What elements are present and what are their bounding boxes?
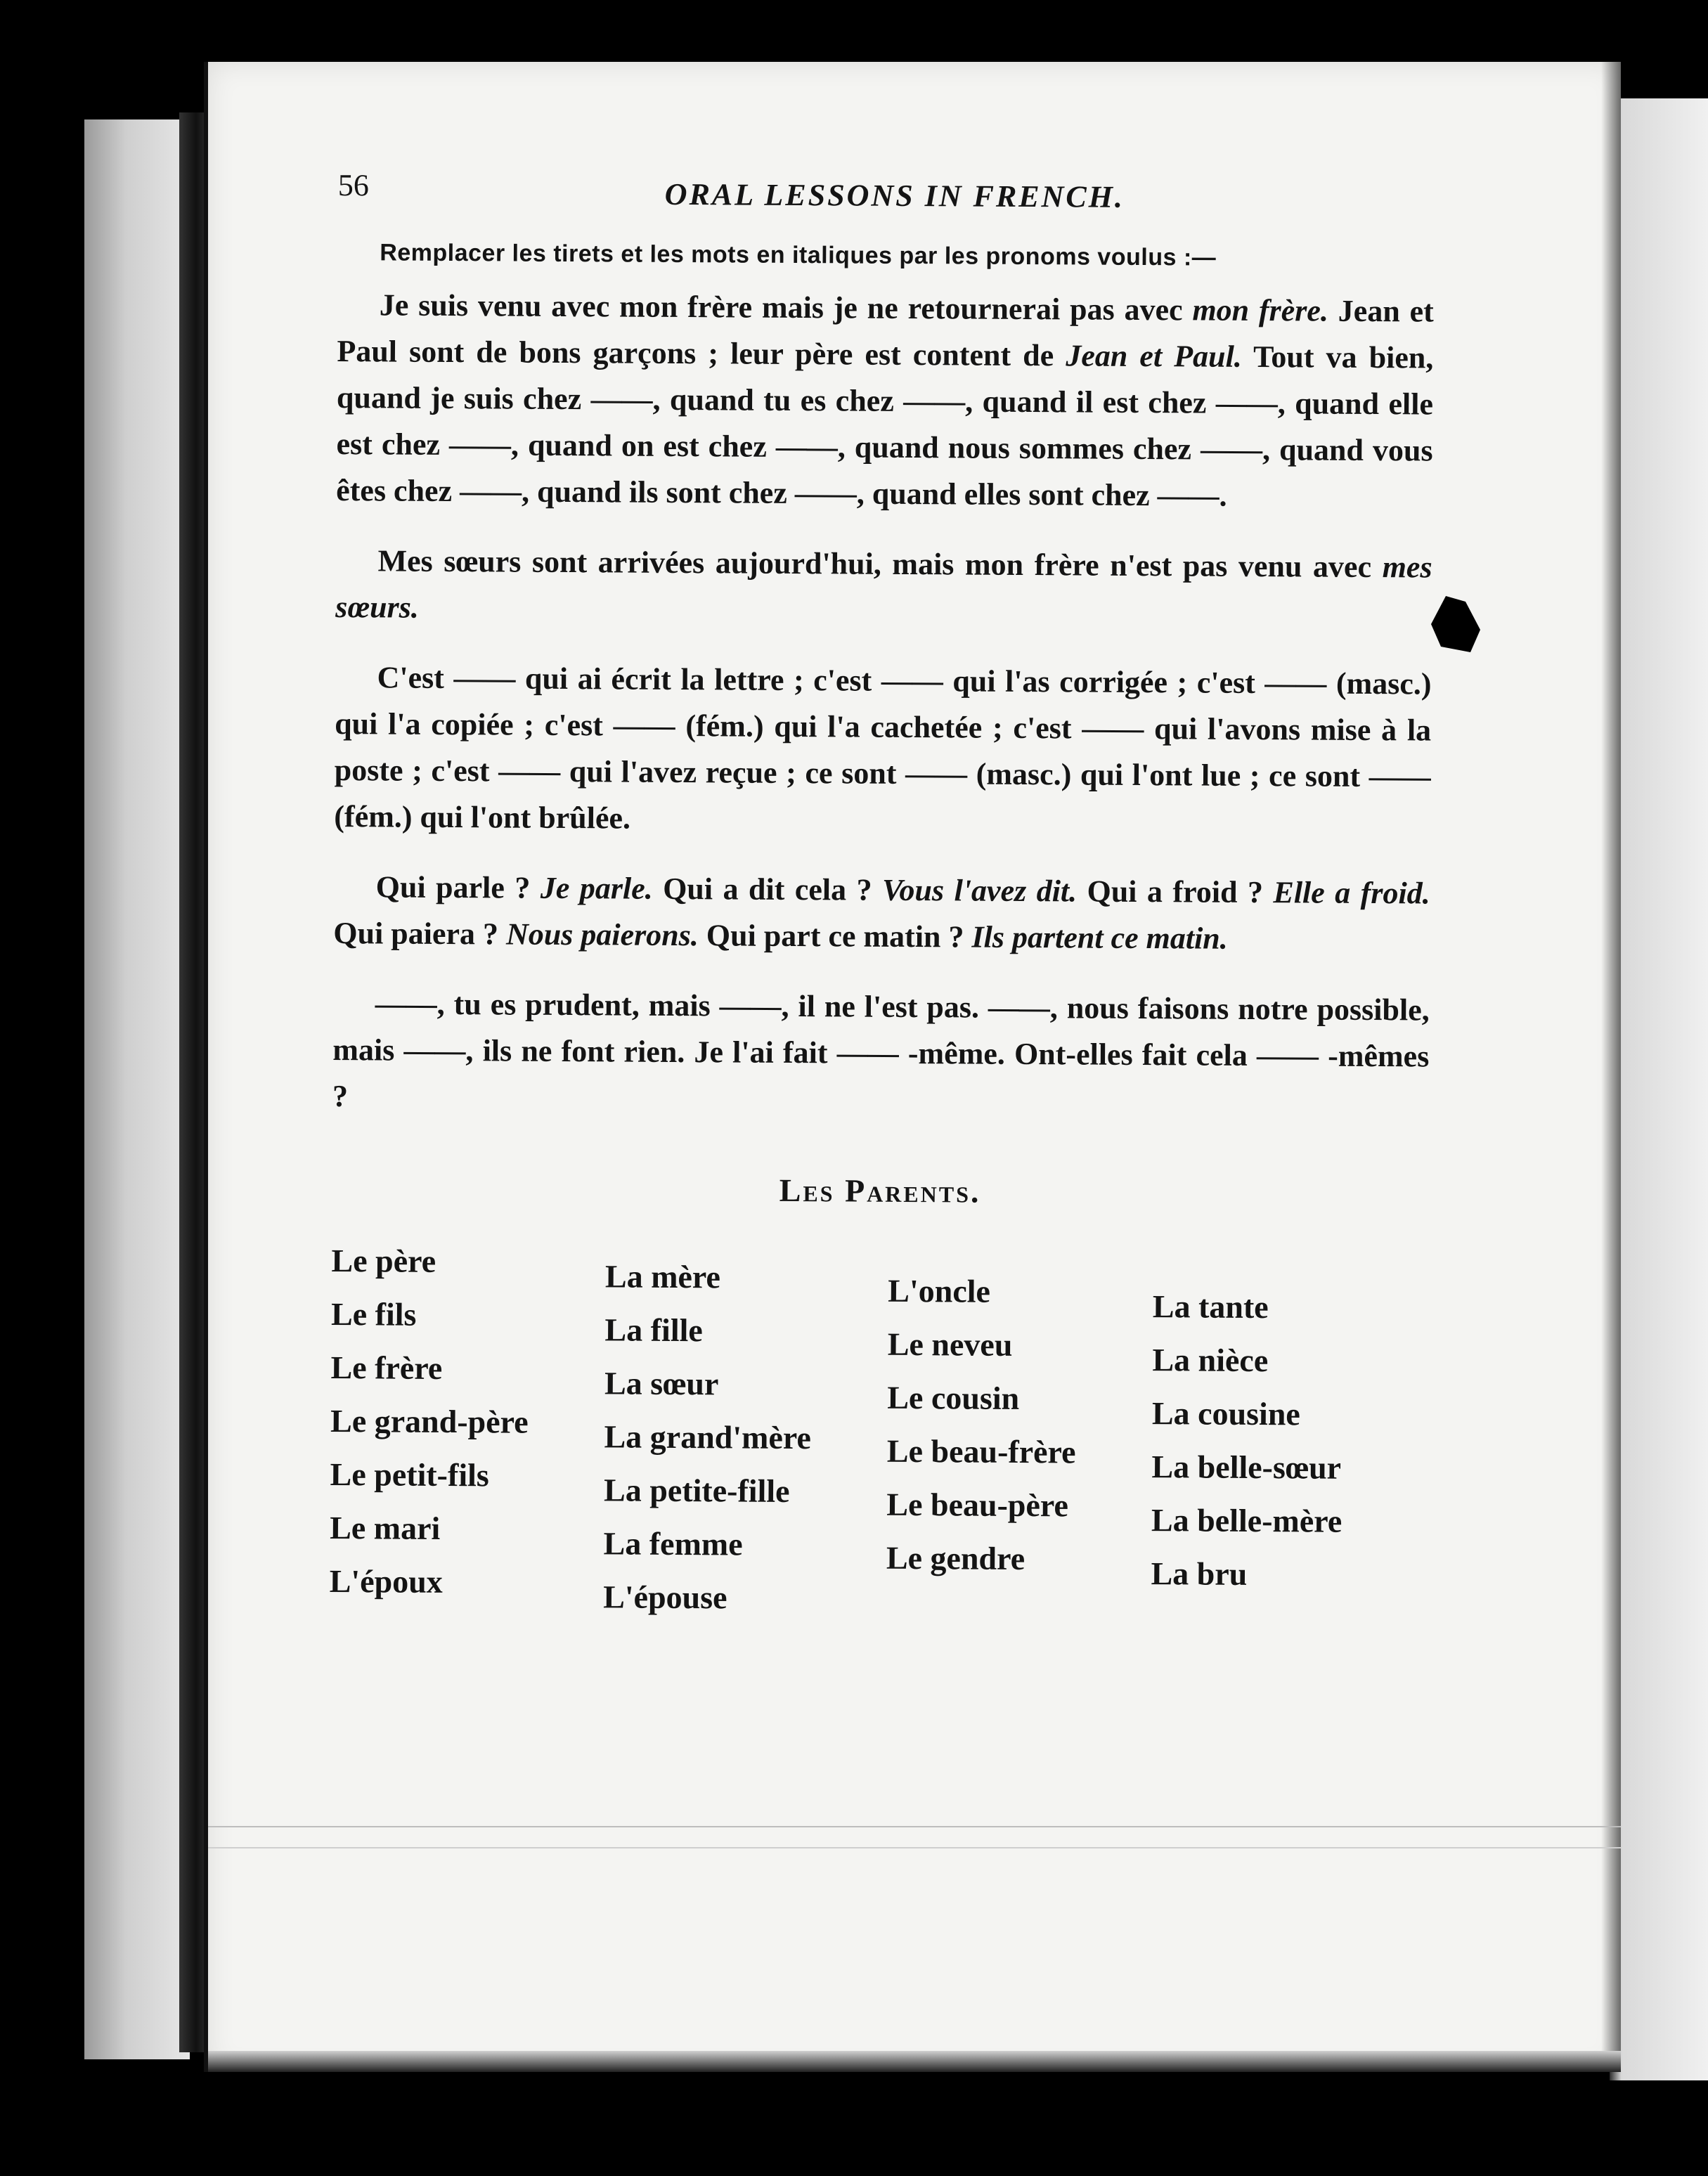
left-page-edge xyxy=(84,119,190,2059)
exercise-paragraph-5: ——, tu es prudent, mais ——, il ne l'est pas. ——, nous faisons notre possible, mais ——, ils ne font rien. Je l'ai fait —— -même. Ont-elles fait cela —— -mêmes ? xyxy=(332,986,1430,1114)
page-bottom-shadow xyxy=(208,2051,1621,2072)
vocab-column-3 xyxy=(886,1264,1077,1627)
page-number: 56 xyxy=(337,167,369,203)
vocab-item: Le frère xyxy=(330,1349,443,1386)
italic-run: Vous l'avez dit. xyxy=(881,872,1078,909)
text-run: Tout va bien, quand je suis chez ——, quand tu es chez ——, quand il est chez ——, quand elle est chez ——, quand on est chez ——, quand nous sommes chez ——, quand vous êtes chez ——, quand ils sont chez ——, quand elles sont chez ——. xyxy=(336,339,1434,513)
text-run: Qui parle ? xyxy=(375,869,541,905)
vocab-item: La bru xyxy=(1151,1555,1248,1592)
vocab-item: La belle-sœur xyxy=(1151,1449,1342,1486)
vocab-column-2 xyxy=(603,1250,813,1625)
italic-run: mon frère. xyxy=(1192,292,1329,328)
vocab-item: Le père xyxy=(331,1242,436,1279)
vocab-item: Le fils xyxy=(330,1295,417,1333)
book-spine xyxy=(179,112,207,2052)
vocab-item: Le grand-père xyxy=(330,1402,529,1440)
text-run: Qui a froid ? xyxy=(1076,874,1274,910)
text-run: Qui paiera ? xyxy=(333,915,507,952)
page-fold-line-2 xyxy=(208,1847,1621,1848)
gutter-shadow xyxy=(1601,62,1621,2072)
italic-run: Nous paierons. xyxy=(505,917,699,953)
exercise-paragraph-2 xyxy=(335,538,1432,637)
text-run: Je suis venu avec mon frère mais je ne retournerai pas avec xyxy=(379,287,1193,328)
text-run: Jean et Paul sont de bons garçons ; leur père est content de xyxy=(337,293,1434,373)
book-page xyxy=(204,62,1621,2072)
italic-run: Elle a froid. xyxy=(1273,875,1430,911)
vocab-item: La mère xyxy=(604,1258,721,1295)
vocab-item: Le cousin xyxy=(887,1379,1020,1416)
italic-run: mes sœurs. xyxy=(335,550,1432,625)
vocab-item: La nièce xyxy=(1152,1342,1269,1379)
vocab-item: Le mari xyxy=(330,1509,441,1546)
running-title: ORAL LESSONS IN FRENCH. xyxy=(664,176,1125,214)
vocab-column-4 xyxy=(1151,1280,1343,1628)
italic-run: Je parle. xyxy=(540,870,653,906)
vocab-column-1 xyxy=(329,1234,529,1624)
vocab-item: L'époux xyxy=(329,1562,443,1600)
vocab-item: Le beau-frère xyxy=(886,1432,1076,1470)
vocabulary-table xyxy=(329,1234,1343,1628)
vocab-item: Le petit-fils xyxy=(330,1456,489,1494)
vocab-item: La belle-mère xyxy=(1151,1502,1343,1539)
vocab-item: La fille xyxy=(604,1312,703,1349)
vocab-item: Le gendre xyxy=(886,1539,1026,1577)
text-run: Mes sœurs sont arrivées aujourd'hui, mais mon frère n'est pas venu avec xyxy=(377,543,1383,585)
vocab-item: Le beau-père xyxy=(886,1486,1069,1524)
vocab-item: La sœur xyxy=(604,1365,719,1402)
ink-stain xyxy=(1431,596,1480,652)
italic-run: Jean et Paul. xyxy=(1066,338,1242,374)
exercise-paragraph-3: C'est —— qui ai écrit la lettre ; c'est —— qui l'as corrigée ; c'est —— (masc.) qui l'a copiée ; c'est —— (fém.) qui l'a cachetée ; c'est —— qui l'avons mise à la poste ; c'est —— qui l'avez reçue ; ce sont —— (masc.) qui l'ont lue ; ce sont —— (fém.) qui l'ont brûlée. xyxy=(334,660,1432,836)
page-header xyxy=(338,167,1435,224)
text-run: Qui part ce matin ? xyxy=(698,918,972,954)
vocab-item: La cousine xyxy=(1151,1395,1300,1432)
exercise-paragraph-4 xyxy=(333,864,1430,964)
vocab-item: La femme xyxy=(603,1525,743,1562)
page-content xyxy=(329,167,1435,1628)
vocab-item: La tante xyxy=(1152,1288,1269,1326)
italic-run: Ils partent ce matin. xyxy=(971,919,1228,956)
text-run: Qui a dit cela ? xyxy=(652,871,883,907)
section-title: Les Parents. xyxy=(779,1172,981,1210)
vocab-item: La petite-fille xyxy=(603,1472,790,1509)
vocab-item: La grand'mère xyxy=(604,1418,812,1456)
exercise-instruction: Remplacer les tirets et les mots en italiques par les pronoms voulus :— xyxy=(380,239,1217,271)
vocab-item: Le neveu xyxy=(887,1326,1013,1363)
right-page-edge xyxy=(1610,98,1708,2080)
vocab-item: L'épouse xyxy=(603,1579,727,1616)
vocab-item: L'oncle xyxy=(888,1272,991,1309)
exercise-paragraph-1 xyxy=(336,282,1434,521)
page-fold-line xyxy=(208,1826,1621,1827)
